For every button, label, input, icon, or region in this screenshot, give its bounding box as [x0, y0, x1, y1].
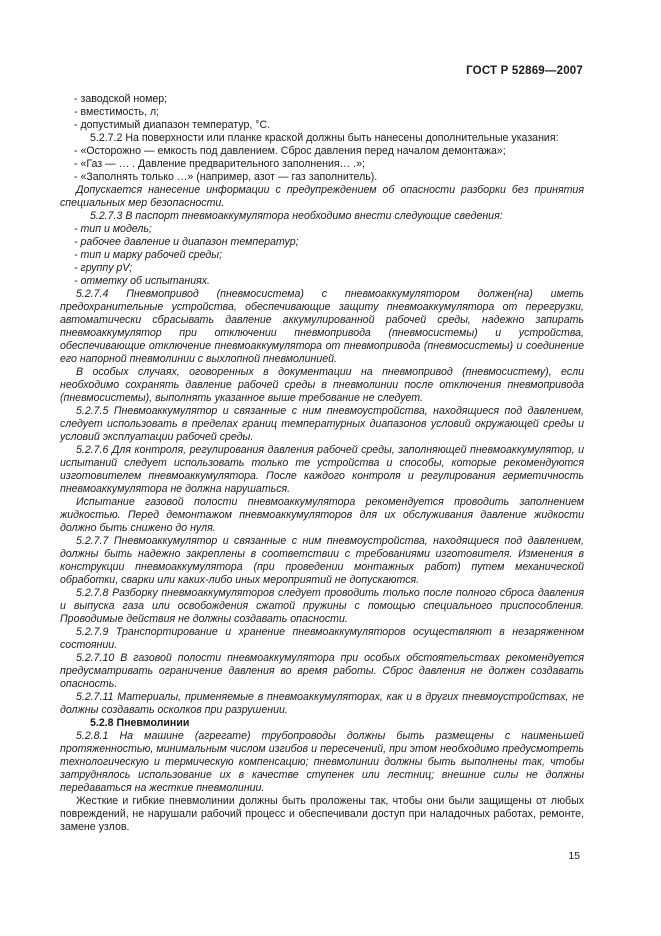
list-item: [74, 275, 584, 288]
paragraph: 5.2.7.8 Разборку пневмоаккумуляторов следует проводить только после полного сброса давления и выпуска газа или освобождения сжатой пружины с помощью специального приспособления. Проводимые действия не должны создавать опасности.: [60, 587, 584, 625]
paragraph: 5.2.7.5 Пневмоаккумулятор и связанные с ним пневмоустройства, находящиеся под давлением, следует использовать в пределах границ температурных диапазонов условий окружающей среды и условий эксплуатации рабочей среды.: [60, 405, 584, 443]
list-item: [74, 223, 584, 236]
list-item-text: - тип и марку рабочей среды;: [74, 249, 223, 261]
list-item-text: - группу pV;: [74, 262, 133, 274]
paragraph: 5.2.7.2 На поверхности или планке краской должны быть нанесены дополнительные указания:: [90, 132, 559, 144]
list-item: [74, 262, 584, 275]
paragraph: 5.2.7.3 В паспорт пневмоаккумулятора необходимо внести следующие сведения:: [90, 210, 503, 222]
list-item-text: - заводской номер;: [74, 93, 168, 105]
list-item-text: - допустимый диапазон температур, °С.: [74, 119, 271, 131]
list-item: [74, 93, 584, 106]
paragraph: 5.2.7.10 В газовой полости пневмоаккумулятора при особых обстоятельствах рекомендуется предусматривать ограничение давления во время работы. Сброс давления не должен создавать опасность.: [60, 652, 584, 690]
list-item-text: - отметку об испытаниях.: [74, 275, 210, 287]
page-number: 15: [568, 850, 580, 862]
paragraph: В особых случаях, оговоренных в документации на пневмопривод (пневмосистему), если необходимо сохранять давление рабочей среды в пневмолинии после отключения пневмопривода (пневмосистемы), выполнять указанное выше требование не следует.: [60, 366, 584, 404]
list-item: [74, 145, 584, 158]
paragraph: 5.2.7.4 Пневмопривод (пневмосистема) с пневмоаккумулятором должен(на) иметь предохранительные устройства, обеспечивающие защиту пневмоаккумулятора от перегрузки, автоматически сбрасывать давление аккумулированной рабочей среды, надежно запирать пневмоаккумулятор при отключении пневмопривода (пневмосистемы) и устройства, обеспечивающие отключение пневмоаккумулятора от пневмопривода (пневмосистемы) и соединение его напорной пневмолинии с выхлопной пневмолинией.: [60, 288, 584, 365]
list-item-text: - вместимость, л;: [74, 106, 160, 118]
list-item: [74, 119, 584, 132]
list-item: [74, 249, 584, 262]
paragraph: 5.2.8.1 На машине (агрегате) трубопроводы должны быть размещены с наименьшей протяженностью, минимальным числом изгибов и пересечений, при этом необходимо предусмотреть технологическую и термическую компенсацию; пневмолинии должны быть выполнены так, чтобы затруднялось использование их в качестве ступенек или лестниц; внешние силы не должны передаваться на жесткие пневмолинии.: [60, 730, 584, 794]
standard-header: ГОСТ Р 52869—2007: [466, 65, 583, 77]
list-item: [74, 106, 584, 119]
list-item-text: - тип и модель;: [74, 223, 152, 235]
paragraph: Допускается нанесение информации с предупреждением об опасности разборки без принятия специальных мер безопасности.: [60, 184, 584, 209]
list-item-text: - «Заполнять только …» (например, азот — газ заполнитель).: [74, 171, 378, 183]
paragraph: Испытание газовой полости пневмоаккумулятора рекомендуется проводить заполнением жидкостью. Перед демонтажом пневмоаккумуляторов для их обслуживания давление жидкости должно быть снижено до нуля.: [60, 496, 584, 534]
list-item: [74, 236, 584, 249]
list-item-text: - рабочее давление и диапазон температур;: [74, 236, 299, 248]
list-item-text: - «Газ — … . Давление предварительного заполнения… .»;: [74, 158, 365, 170]
paragraph: Жесткие и гибкие пневмолинии должны быть проложены так, чтобы они были защищены от любых повреждений, не нарушали рабочий процесс и обеспечивали доступ при наладочных работах, ремонте, замене узлов.: [60, 795, 584, 833]
list-item: [74, 158, 584, 171]
paragraph: 5.2.7.6 Для контроля, регулирования давления рабочей среды, заполняющей пневмоаккумулятор, и испытаний следует использовать только те устройства и способы, которые рекомендуются изготовителем пневмоаккумулятора. После каждого контроля и регулирования герметичность пневмоаккумулятора не должна нарушаться.: [60, 444, 584, 495]
section-heading: 5.2.8 Пневмолинии: [90, 717, 190, 729]
paragraph: 5.2.7.11 Материалы, применяемые в пневмоаккумуляторах, как и в других пневмоустройствах, не должны создавать осколков при разрушении.: [60, 691, 584, 716]
paragraph: 5.2.7.7 Пневмоаккумулятор и связанные с ним пневмоустройства, находящиеся под давлением, должны быть надежно закреплены в соответствии с требованиями изготовителя. Изменения в конструкции пневмоаккумулятора (при проведении монтажных работ) путем механической обработки, сварки или каких-либо иных мероприятий не допускаются.: [60, 535, 584, 586]
document-body: [60, 93, 584, 834]
list-item-text: - «Осторожно — емкость под давлением. Сброс давления перед началом демонтажа»;: [74, 145, 506, 157]
paragraph: 5.2.7.9 Транспортирование и хранение пневмоаккумуляторов осуществляют в незаряженном состоянии.: [60, 626, 584, 651]
list-item: [74, 171, 584, 184]
